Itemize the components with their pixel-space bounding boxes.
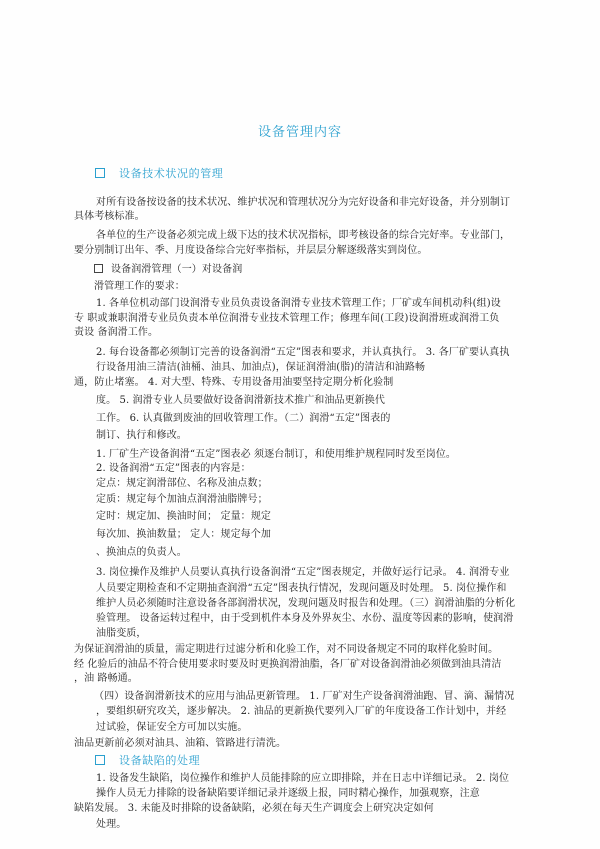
paragraph-line: 1. 设备发生缺陷，岗位操作和维护人员能排除的应立即排除，并在日志中详细记录。 2. 岗位 <box>96 773 510 784</box>
paragraph-line: 工作。 6. 认真做到废油的回收管理工作。（二）润滑“五定”图表的 <box>96 413 391 424</box>
section-heading-defect-handling <box>95 754 200 768</box>
paragraph-line: 滑管理工作的要求： <box>94 281 185 292</box>
paragraph-line: 缺陷发展。 3. 未能及时排除的设备缺陷，必须在每天生产调度会上研究决定如何 <box>74 803 434 814</box>
paragraph-line: 各单位的生产设备必须完成上级下达的技术状况指标，即考核设备的综合完好率。专业部门， <box>96 230 511 241</box>
paragraph-line: 油品更新前必须对油具、油箱、管路进行清洗。 <box>74 738 287 749</box>
paragraph-line: ，要组织研究攻关，逐步解决。 2. 油品的更新换代要列入厂矿的年度设备工作计划中，并经 <box>96 706 507 717</box>
paragraph-line: 处理。 <box>96 819 127 830</box>
paragraph-line: 操作人员无力排除的设备缺陷要详细记录并逐级上报，同时精心操作，加强观察，注意 <box>96 788 480 799</box>
section-heading-text: 设备缺陷的处理 <box>119 754 201 767</box>
paragraph-line: 通，防止堵塞。 4. 对大型、特殊、专用设备用油要坚持定期分析化验制 <box>74 377 394 388</box>
paragraph-line <box>94 263 242 276</box>
paragraph-line: 1. 各单位机动部门设润滑专业员负责设备润滑专业技术管理工作；厂矿或车间机动科(组)设 <box>96 298 501 309</box>
paragraph-line: 油脂变质， <box>96 628 147 639</box>
paragraph-line: 人员要定期检查和不定期抽查润滑“五定”图表执行情况，发现问题及时处理。 5. 岗位操作和 <box>96 583 507 594</box>
paragraph-line: 1. 厂矿生产设备润滑“五定”图表必 须逐台制订，和使用维护规程同时发至岗位。 <box>96 449 457 460</box>
paragraph-line: 度。 5. 润滑专业人员要做好设备润滑新技术推广和油品更新换代 <box>96 395 385 406</box>
paragraph-line: 具体考核标准。 <box>74 211 145 222</box>
paragraph-line: 3. 岗位操作及维护人员要认真执行设备润滑“五定”图表规定，并做好运行记录。 4. 润滑专业 <box>96 567 510 578</box>
square-bullet-icon <box>94 264 103 273</box>
paragraph-line: 定点：规定润滑部位、名称及油点数； <box>96 478 268 489</box>
document-title: 设备管理内容 <box>257 125 342 140</box>
paragraph-line: 要分别制订出年、季、月度设备综合完好率指标，并层层分解逐级落实到岗位。 <box>74 245 428 256</box>
paragraph-line-text: 设备润滑管理（一）对设备润 <box>111 264 243 275</box>
paragraph-line: 2. 设备润滑“五定”图表的内容是： <box>96 463 251 474</box>
paragraph-line: ，油 路畅通。 <box>74 673 138 684</box>
paragraph-line: 定质：规定每个加油点润滑油脂牌号； <box>96 494 268 505</box>
paragraph-line: 每次加、换油数量； 定人：规定每个加 <box>96 529 271 540</box>
paragraph-line: 经 化验后的油品不符合使用要求时要及时更换润滑油脂，各厂矿对设备润滑油必须做到油具清洁 <box>74 659 502 670</box>
paragraph-line: （四）设备润滑新技术的应用与油品更新管理。 1. 厂矿对生产设备润滑油跑、冒、滴、漏情况 <box>94 691 515 702</box>
paragraph-line: 对所有设备按设备的技术状况、维护状况和管理状况分为完好设备和非完好设备，并分别制订 <box>96 197 511 208</box>
checkbox-square-icon <box>95 168 105 178</box>
paragraph-line: 行设备用油三清洁(油桶、油具、加油点)，保证润滑油(脂)的清洁和油路畅 <box>96 362 426 373</box>
paragraph-line: 制订、执行和修改。 <box>96 430 187 441</box>
paragraph-line: 2. 每台设备都必须制订完善的设备润滑“五定”图表和要求，并认真执行。 3. 各厂矿要认真执 <box>96 347 510 358</box>
paragraph-line: 专 职或兼职润滑专业员负责本单位润滑专业技术管理工作；修理车间(工段)设润滑班或润滑工负 <box>74 313 500 324</box>
paragraph-line: 责设 备润滑工作。 <box>74 327 159 338</box>
paragraph-line: 、换油点的负责人。 <box>96 547 187 558</box>
paragraph-line: 为保证润滑油的质量，需定期进行过滤分析和化验工作，对不同设备规定不同的取样化验时间。 <box>74 644 499 655</box>
paragraph-line: 定时：规定加、换油时间； 定量：规定 <box>96 511 271 522</box>
section-heading-technical-status <box>95 167 223 181</box>
checkbox-square-icon <box>95 755 105 765</box>
section-heading-text: 设备技术状况的管理 <box>119 167 224 180</box>
paragraph-line: 验管理。 设备运转过程中，由于受到机件本身及外界灰尘、水份、温度等因素的影响，使润滑 <box>96 613 514 624</box>
paragraph-line: 维护人员必须随时注意设备各部润滑状况，发现问题及时报告和处理。（三）润滑油脂的分析化 <box>96 598 516 609</box>
paragraph-line: 过试验，保证安全方可加以实施。 <box>96 722 248 733</box>
